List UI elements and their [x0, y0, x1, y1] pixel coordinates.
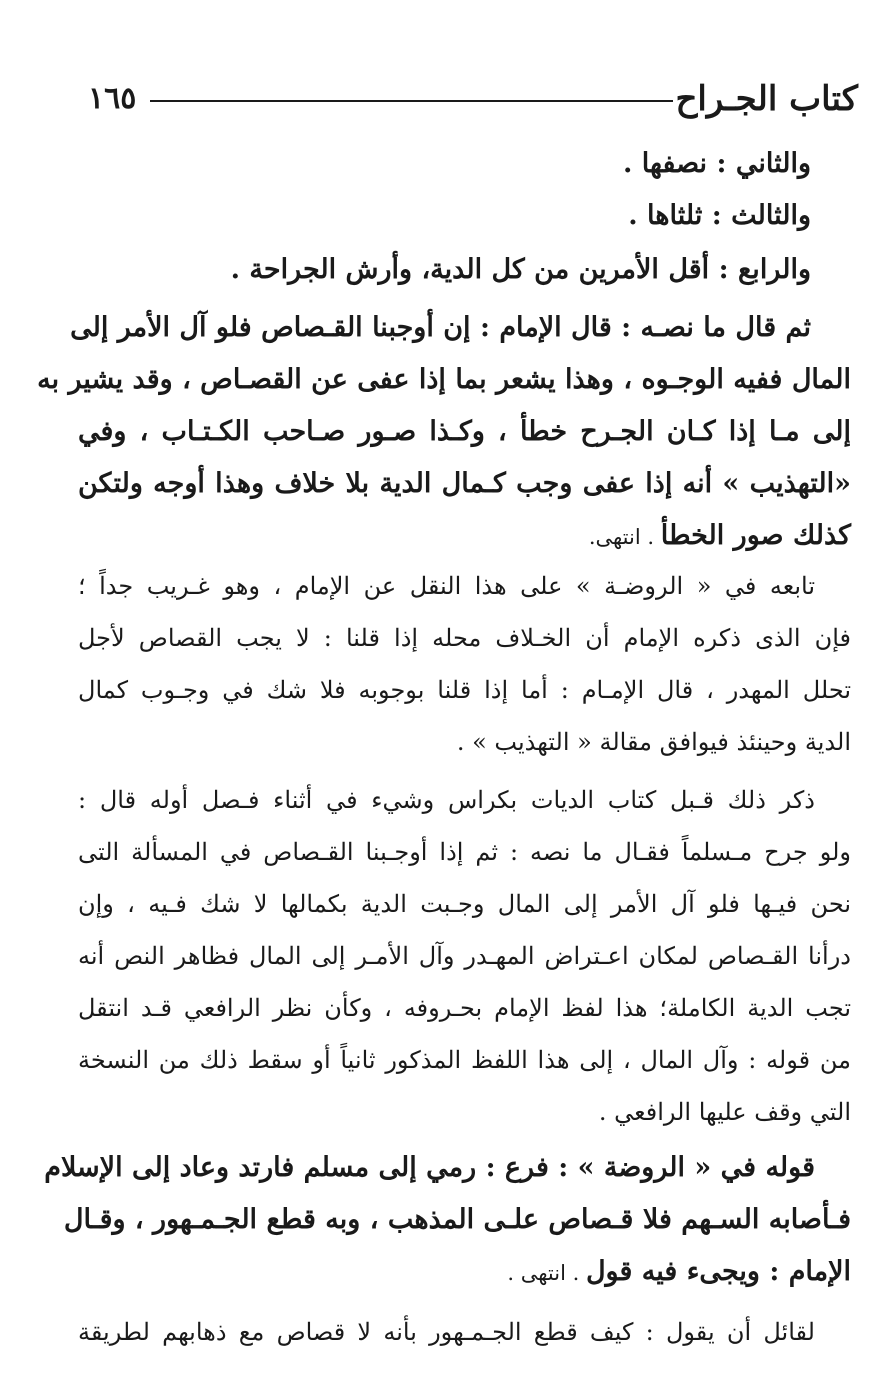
text-line: تحلل المهدر ، قال الإمـام : أما إذا قلنا بوجوبه فلا شك في وجـوب كمال: [78, 676, 851, 704]
text-line: المال ففيه الوجـوه ، وهذا يشعر بما إذا عفى عن القصـاص ، وقد يشير به: [37, 364, 851, 395]
text-line: من قوله : وآل المال ، إلى هذا اللفظ المذكور ثانياً أو سقط ذلك من النسخة: [78, 1046, 851, 1074]
text-line: والثاني : نصفها .: [623, 148, 811, 179]
text-line-main: الإمام : ويجىء فيه قول: [585, 1256, 851, 1287]
page-number: ١٦٥: [88, 81, 137, 116]
text-line: والثالث : ثلثاها .: [628, 200, 811, 231]
text-line: [589, 510, 851, 563]
text-line-suffix: . انتهى .: [507, 1261, 586, 1285]
text-line: درأنا القـصاص لمكان اعـتراض المهـدر وآل الأمـر إلى المال فظاهر النص أنه: [78, 942, 851, 970]
header-rule: [150, 100, 673, 102]
text-line: ولو جرح مـسلماً فقـال ما نصه : ثم إذا أوجـبنا القـصاص في المسألة التى: [78, 838, 851, 866]
text-line: ثم قال ما نصـه : قال الإمام : إن أوجبنا القـصاص فلو آل الأمر إلى: [70, 312, 811, 343]
text-line: ذكر ذلك قـبل كتاب الديات بكراس وشيء في أثناء فـصل أوله قال :: [78, 786, 815, 814]
text-line: إلى مـا إذا كـان الجـرح خطأ ، وكـذا صـور صـاحب الكـتـاب ، وفي: [78, 416, 851, 447]
text-line: الدية وحينئذ فيوافق مقالة « التهذيب » .: [456, 728, 851, 756]
text-line: تجب الدية الكاملة؛ هذا لفظ الإمام بحـروفه ، وكأن نظر الرافعي قـد انتقل: [78, 994, 851, 1022]
text-line: نحن فيـها فلو آل الأمر إلى المال وجـبت الدية بكمالها لا شك فـيه ، وإن: [78, 890, 851, 918]
text-line: قوله في « الروضة » : فرع : رمي إلى مسلم فارتد وعاد إلى الإسلام: [44, 1152, 815, 1183]
text-line: والرابع : أقل الأمرين من كل الدية، وأرش الجراحة .: [230, 254, 811, 285]
text-line: «التهذيب » أنه إذا عفى وجب كـمال الدية بلا خلاف وهذا أوجه ولتكن: [78, 468, 851, 499]
running-title: كتاب الجـراح: [675, 79, 858, 119]
text-line: [507, 1246, 851, 1299]
text-line-main: كذلك صور الخطأ: [660, 520, 851, 551]
text-line: فإن الذى ذكره الإمام أن الخـلاف محله إذا قلنا : لا يجب القصاص لأجل: [78, 624, 851, 652]
text-line: لقائل أن يقول : كيف قطع الجـمـهور بأنه لا قصاص مع ذهابهم لطريقة: [78, 1318, 815, 1346]
text-line: فـأصابه السـهم فلا قـصاص علـى المذهب ، وبه قطع الجـمـهور ، وقـال: [63, 1204, 851, 1235]
text-line: التي وقف عليها الرافعي .: [598, 1098, 851, 1126]
text-line: تابعه في « الروضـة » على هذا النقل عن الإمام ، وهو غـريب جداً ؛: [78, 572, 815, 600]
page-header: [88, 74, 858, 124]
text-line-suffix: . انتهى.: [588, 525, 661, 549]
